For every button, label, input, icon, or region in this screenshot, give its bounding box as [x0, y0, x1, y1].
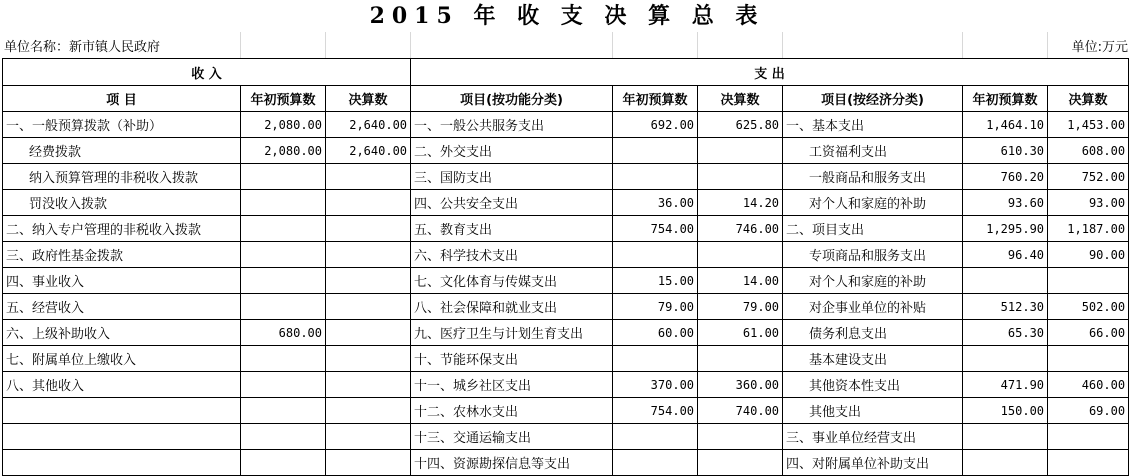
function-final-cell[interactable]: 79.00 [698, 294, 783, 320]
function-final-cell[interactable]: 14.20 [698, 190, 783, 216]
income-final-cell[interactable] [326, 242, 411, 268]
economic-item-cell[interactable]: 其他资本性支出 [783, 372, 963, 398]
function-budget-cell[interactable]: 60.00 [613, 320, 698, 346]
income-final-cell[interactable] [326, 164, 411, 190]
economic-item-cell[interactable]: 一般商品和服务支出 [783, 164, 963, 190]
gridline [410, 32, 411, 58]
income-final-cell[interactable]: 2,640.00 [326, 112, 411, 138]
income-budget-cell[interactable] [241, 294, 326, 320]
economic-item-cell[interactable]: 对企事业单位的补贴 [783, 294, 963, 320]
function-final-cell[interactable] [698, 164, 783, 190]
function-final-cell[interactable] [698, 346, 783, 372]
function-final-cell[interactable] [698, 138, 783, 164]
income-budget-cell[interactable]: 2,080.00 [241, 112, 326, 138]
table-row [3, 398, 1129, 424]
income-final-cell[interactable] [326, 346, 411, 372]
function-final-cell[interactable]: 625.80 [698, 112, 783, 138]
economic-budget-cell[interactable] [963, 346, 1048, 372]
function-item-header[interactable]: 项目(按功能分类) [411, 86, 613, 112]
economic-item-cell[interactable]: 专项商品和服务支出 [783, 242, 963, 268]
header-row-sections [3, 59, 1129, 86]
function-final-cell[interactable]: 14.00 [698, 268, 783, 294]
economic-final-cell[interactable]: 93.00 [1048, 190, 1129, 216]
income-budget-cell[interactable]: 2,080.00 [241, 138, 326, 164]
income-final-cell[interactable] [326, 320, 411, 346]
unit-name-label: 单位名称：新市镇人民政府 [4, 40, 161, 55]
income-final-cell[interactable] [326, 424, 411, 450]
economic-budget-cell[interactable]: 150.00 [963, 398, 1048, 424]
table-row [3, 346, 1129, 372]
income-item-cell[interactable]: 五、经营收入 [3, 294, 241, 320]
table-row [3, 190, 1129, 216]
income-final-cell[interactable] [326, 294, 411, 320]
function-item-cell[interactable]: 三、国防支出 [411, 164, 613, 190]
income-budget-cell[interactable]: 680.00 [241, 320, 326, 346]
income-item-cell[interactable]: 七、附属单位上缴收入 [3, 346, 241, 372]
economic-item-cell[interactable]: 其他支出 [783, 398, 963, 424]
function-item-cell[interactable]: 十三、交通运输支出 [411, 424, 613, 450]
income-item-cell[interactable]: 罚没收入拨款 [3, 190, 241, 216]
income-final-cell[interactable] [326, 216, 411, 242]
function-item-cell[interactable]: 十一、城乡社区支出 [411, 372, 613, 398]
economic-item-cell[interactable]: 债务利息支出 [783, 320, 963, 346]
function-budget-cell[interactable]: 36.00 [613, 190, 698, 216]
income-final-cell[interactable]: 2,640.00 [326, 138, 411, 164]
function-final-cell[interactable]: 746.00 [698, 216, 783, 242]
income-budget-cell[interactable] [241, 164, 326, 190]
income-final-cell[interactable] [326, 268, 411, 294]
function-budget-cell[interactable] [613, 164, 698, 190]
function-item-cell[interactable]: 九、医疗卫生与计划生育支出 [411, 320, 613, 346]
table-body [3, 112, 1129, 476]
economic-budget-cell[interactable]: 610.30 [963, 138, 1048, 164]
economic-item-cell[interactable]: 对个人和家庭的补助 [783, 190, 963, 216]
income-item-cell[interactable]: 经费拨款 [3, 138, 241, 164]
function-budget-header[interactable]: 年初预算数 [613, 86, 698, 112]
income-item-cell[interactable] [3, 424, 241, 450]
economic-budget-cell[interactable]: 65.30 [963, 320, 1048, 346]
function-budget-cell[interactable] [613, 138, 698, 164]
income-item-cell[interactable]: 二、纳入专户管理的非税收入拨款 [3, 216, 241, 242]
income-budget-cell[interactable] [241, 268, 326, 294]
economic-final-cell[interactable]: 66.00 [1048, 320, 1129, 346]
income-item-cell[interactable] [3, 398, 241, 424]
economic-final-cell[interactable]: 1,187.00 [1048, 216, 1129, 242]
economic-final-cell[interactable]: 752.00 [1048, 164, 1129, 190]
income-final-cell[interactable] [326, 190, 411, 216]
header-row-columns [3, 86, 1129, 112]
function-item-cell[interactable]: 四、公共安全支出 [411, 190, 613, 216]
income-budget-cell[interactable] [241, 216, 326, 242]
function-item-cell[interactable]: 十、节能环保支出 [411, 346, 613, 372]
gridline [240, 32, 241, 58]
income-budget-cell[interactable] [241, 190, 326, 216]
currency-unit-label: 单位:万元 [1071, 40, 1128, 55]
economic-budget-header[interactable]: 年初预算数 [963, 86, 1048, 112]
function-final-cell[interactable] [698, 242, 783, 268]
function-budget-cell[interactable]: 370.00 [613, 372, 698, 398]
function-final-cell[interactable]: 61.00 [698, 320, 783, 346]
economic-final-cell[interactable]: 1,453.00 [1048, 112, 1129, 138]
table-row [3, 268, 1129, 294]
gridline [325, 32, 326, 58]
economic-final-cell[interactable] [1048, 346, 1129, 372]
income-item-cell[interactable]: 六、上级补助收入 [3, 320, 241, 346]
economic-item-cell[interactable]: 基本建设支出 [783, 346, 963, 372]
economic-budget-cell[interactable]: 471.90 [963, 372, 1048, 398]
income-budget-cell[interactable] [241, 424, 326, 450]
economic-budget-cell[interactable]: 1,295.90 [963, 216, 1048, 242]
income-item-cell[interactable]: 纳入预算管理的非税收入拨款 [3, 164, 241, 190]
economic-final-header[interactable]: 决算数 [1048, 86, 1129, 112]
gridline [612, 32, 613, 58]
gridline [782, 32, 783, 58]
function-item-cell[interactable]: 八、社会保障和就业支出 [411, 294, 613, 320]
table-row [3, 164, 1129, 190]
table-row [3, 216, 1129, 242]
economic-budget-cell[interactable] [963, 268, 1048, 294]
income-final-header[interactable]: 决算数 [326, 86, 411, 112]
income-budget-cell[interactable] [241, 398, 326, 424]
function-budget-cell[interactable]: 754.00 [613, 216, 698, 242]
page-title: 2015 年 收 支 决 算 总 表 [369, 3, 765, 29]
gridline [1047, 32, 1048, 58]
income-item-cell[interactable]: 八、其他收入 [3, 372, 241, 398]
economic-budget-cell[interactable] [963, 424, 1048, 450]
economic-item-cell[interactable]: 对个人和家庭的补助 [783, 268, 963, 294]
economic-final-cell[interactable]: 69.00 [1048, 398, 1129, 424]
income-item-cell[interactable]: 三、政府性基金拨款 [3, 242, 241, 268]
function-budget-cell[interactable] [613, 424, 698, 450]
economic-item-cell[interactable]: 工资福利支出 [783, 138, 963, 164]
function-item-cell[interactable]: 五、教育支出 [411, 216, 613, 242]
income-final-cell[interactable] [326, 398, 411, 424]
economic-final-cell[interactable] [1048, 424, 1129, 450]
function-item-cell[interactable]: 六、科学技术支出 [411, 242, 613, 268]
table-row [3, 372, 1129, 398]
income-section-header[interactable]: 收 入 [3, 59, 411, 86]
table-row [3, 138, 1129, 164]
income-item-cell[interactable]: 一、一般预算拨款（补助） [3, 112, 241, 138]
income-budget-cell[interactable] [241, 346, 326, 372]
income-budget-cell[interactable] [241, 372, 326, 398]
economic-item-cell[interactable]: 三、事业单位经营支出 [783, 424, 963, 450]
economic-item-cell[interactable]: 一、基本支出 [783, 112, 963, 138]
economic-budget-cell[interactable]: 93.60 [963, 190, 1048, 216]
economic-item-header[interactable]: 项目(按经济分类) [783, 86, 963, 112]
gridline [697, 32, 698, 58]
table-row [3, 294, 1129, 320]
economic-item-cell[interactable]: 四、对附属单位补助支出 [783, 450, 963, 476]
economic-final-cell[interactable]: 502.00 [1048, 294, 1129, 320]
unit-info-row [0, 32, 1134, 58]
function-item-cell[interactable]: 十二、农林水支出 [411, 398, 613, 424]
economic-final-cell[interactable] [1048, 268, 1129, 294]
function-item-cell[interactable]: 七、文化体育与传媒支出 [411, 268, 613, 294]
budget-table [2, 58, 1129, 476]
table-row [3, 112, 1129, 138]
function-final-header[interactable]: 决算数 [698, 86, 783, 112]
economic-final-cell[interactable]: 90.00 [1048, 242, 1129, 268]
function-item-cell[interactable]: 十四、资源勘探信息等支出 [411, 450, 613, 476]
economic-final-cell[interactable]: 608.00 [1048, 138, 1129, 164]
economic-item-cell[interactable]: 二、项目支出 [783, 216, 963, 242]
income-budget-header[interactable]: 年初预算数 [241, 86, 326, 112]
expense-section-header[interactable]: 支 出 [411, 59, 1129, 86]
function-item-cell[interactable]: 一、一般公共服务支出 [411, 112, 613, 138]
function-budget-cell[interactable]: 754.00 [613, 398, 698, 424]
function-budget-cell[interactable]: 692.00 [613, 112, 698, 138]
economic-final-cell[interactable]: 460.00 [1048, 372, 1129, 398]
economic-budget-cell[interactable]: 512.30 [963, 294, 1048, 320]
gridline [962, 32, 963, 58]
function-budget-cell[interactable]: 15.00 [613, 268, 698, 294]
function-final-cell[interactable] [698, 424, 783, 450]
economic-budget-cell[interactable]: 96.40 [963, 242, 1048, 268]
table-row [3, 320, 1129, 346]
economic-budget-cell[interactable]: 1,464.10 [963, 112, 1048, 138]
function-final-cell[interactable]: 360.00 [698, 372, 783, 398]
income-item-cell[interactable]: 四、事业收入 [3, 268, 241, 294]
function-budget-cell[interactable] [613, 346, 698, 372]
income-final-cell[interactable] [326, 372, 411, 398]
function-final-cell[interactable]: 740.00 [698, 398, 783, 424]
table-row [3, 424, 1129, 450]
economic-budget-cell[interactable]: 760.20 [963, 164, 1048, 190]
income-budget-cell[interactable] [241, 242, 326, 268]
function-budget-cell[interactable] [613, 242, 698, 268]
income-item-header[interactable]: 项 目 [3, 86, 241, 112]
table-row [3, 242, 1129, 268]
function-item-cell[interactable]: 二、外交支出 [411, 138, 613, 164]
function-budget-cell[interactable]: 79.00 [613, 294, 698, 320]
